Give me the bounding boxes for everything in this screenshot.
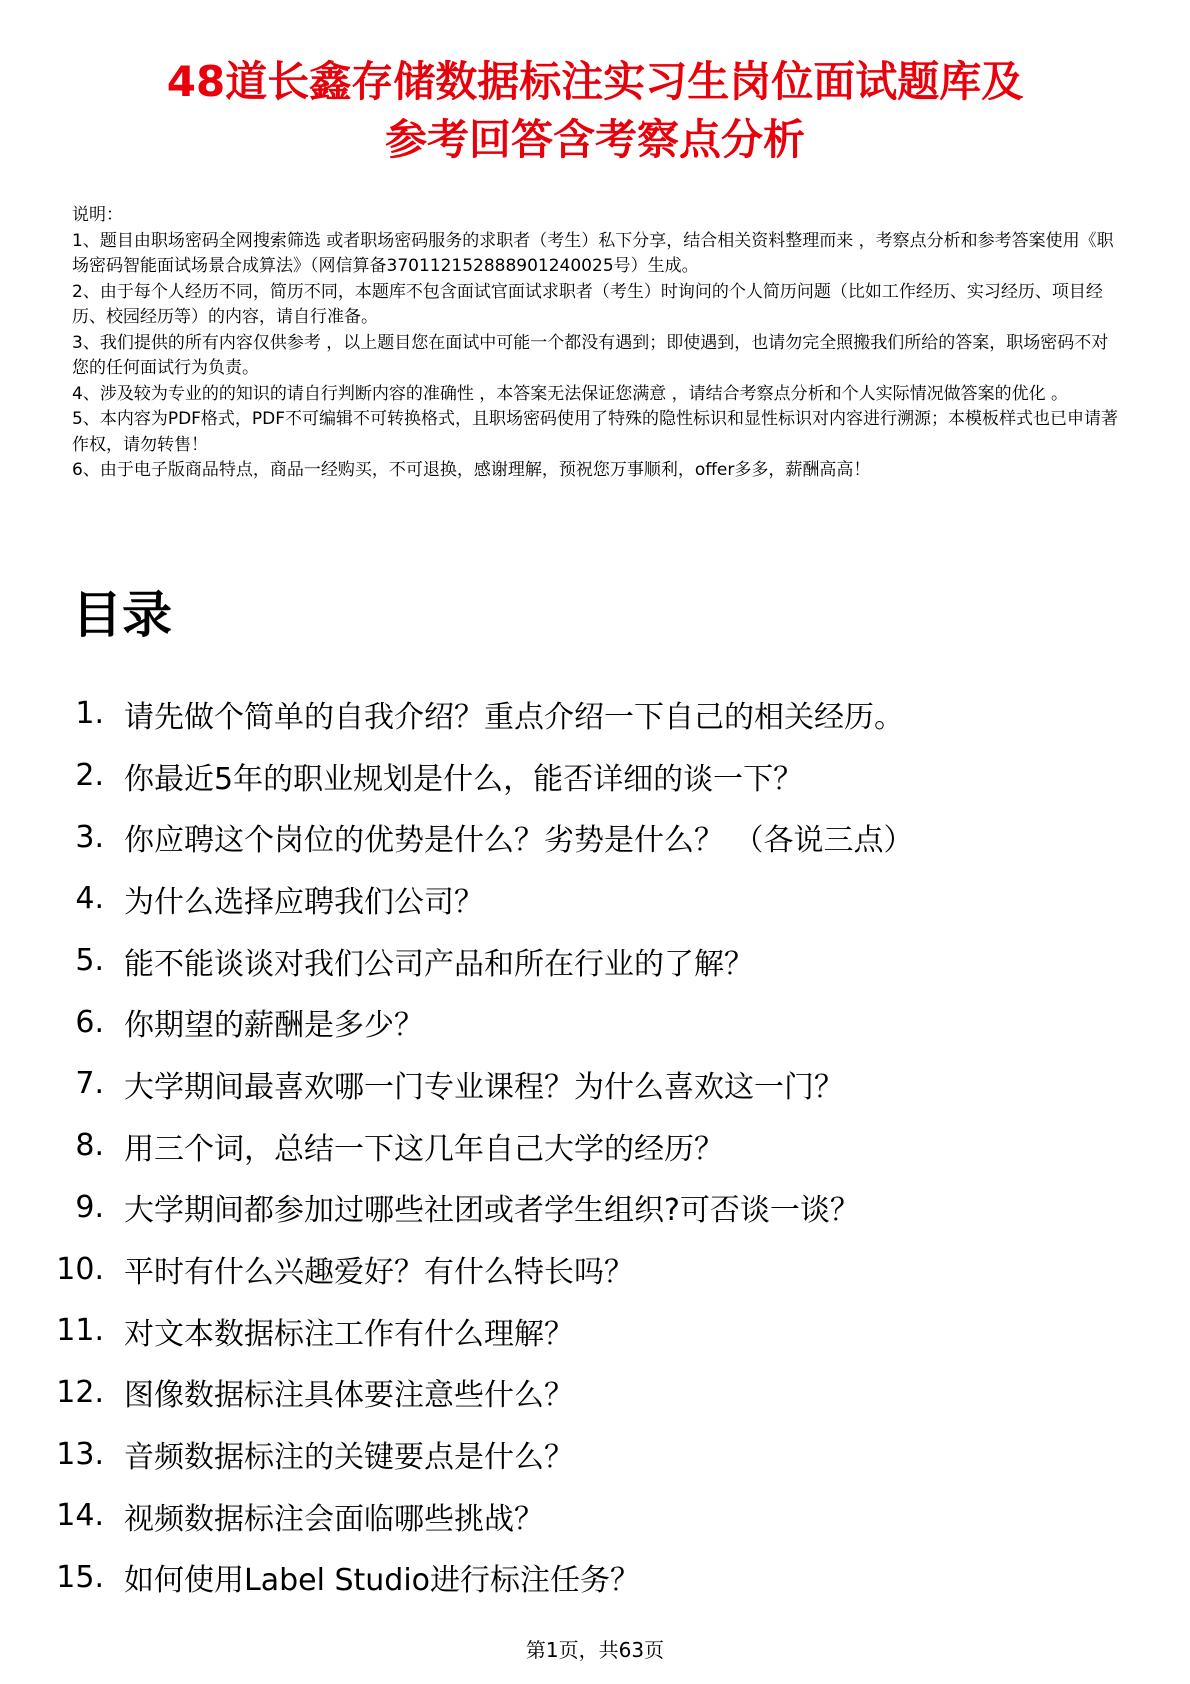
- toc-item-number: 12.: [56, 1374, 104, 1410]
- toc-item-text: 你应聘这个岗位的优势是什么？劣势是什么？ （各说三点）: [124, 823, 914, 859]
- toc-list: [52, 683, 1132, 1608]
- toc-item-6[interactable]: [52, 991, 1132, 1053]
- toc-item-number: 8.: [75, 1128, 104, 1164]
- toc-item-2[interactable]: [52, 745, 1132, 807]
- toc-item-1[interactable]: [52, 683, 1132, 745]
- toc-item-text: 你期望的薪酬是多少？: [124, 1008, 424, 1044]
- toc-item-text: 为什么选择应聘我们公司？: [124, 884, 484, 920]
- note-item-2: 2、由于每个人经历不同，简历不同，本题库不包含面试官面试求职者（考生）时询问的个人简历问题（比如工作经历、实习经历、项目经历、校园经历等）的内容，请自行准备。: [72, 281, 1103, 327]
- toc-heading: 目录: [72, 586, 172, 644]
- toc-item-5[interactable]: [52, 930, 1132, 992]
- toc-item-text: 音频数据标注的关键要点是什么？: [124, 1440, 574, 1476]
- toc-item-4[interactable]: [52, 868, 1132, 930]
- toc-item-number: 10.: [56, 1251, 104, 1287]
- note-item-6: 6、由于电子版商品特点，商品一经购买，不可退换，感谢理解，预祝您万事顺利，offer多多，薪酬高高！: [72, 460, 871, 480]
- toc-item-11[interactable]: [52, 1300, 1132, 1362]
- page-footer: 第1页，共63页: [525, 1638, 665, 1662]
- toc-item-number: 13.: [56, 1436, 104, 1472]
- toc-item-text: 能不能谈谈对我们公司产品和所在行业的了解？: [124, 946, 754, 982]
- toc-item-7[interactable]: [52, 1053, 1132, 1115]
- toc-item-text: 图像数据标注具体要注意些什么？: [124, 1378, 574, 1414]
- toc-item-text: 对文本数据标注工作有什么理解？: [124, 1316, 574, 1352]
- toc-item-text: 用三个词，总结一下这几年自己大学的经历？: [124, 1131, 724, 1167]
- toc-item-number: 3.: [75, 819, 104, 855]
- toc-item-number: 4.: [75, 881, 104, 917]
- toc-item-text: 请先做个简单的自我介绍？重点介绍一下自己的相关经历。: [124, 699, 904, 735]
- toc-item-8[interactable]: [52, 1115, 1132, 1177]
- toc-item-14[interactable]: [52, 1485, 1132, 1547]
- document-title-line-1: 48道长鑫存储数据标注实习生岗位面试题库及: [166, 57, 1024, 106]
- toc-item-text: 如何使用Label Studio进行标注任务？: [124, 1563, 641, 1599]
- toc-item-number: 15.: [56, 1559, 104, 1595]
- toc-item-number: 14.: [56, 1498, 104, 1534]
- toc-item-number: 7.: [75, 1066, 104, 1102]
- toc-item-text: 视频数据标注会面临哪些挑战？: [124, 1501, 544, 1537]
- toc-item-text: 大学期间都参加过哪些社团或者学生组织?可否谈一谈？: [124, 1193, 860, 1229]
- toc-item-text: 平时有什么兴趣爱好？有什么特长吗？: [124, 1255, 634, 1291]
- toc-item-3[interactable]: [52, 806, 1132, 868]
- toc-item-15[interactable]: [52, 1547, 1132, 1609]
- toc-item-text: 你最近5年的职业规划是什么，能否详细的谈一下？: [124, 761, 804, 797]
- toc-item-number: 2.: [75, 758, 104, 794]
- toc-item-10[interactable]: [52, 1238, 1132, 1300]
- toc-item-number: 11.: [56, 1313, 104, 1349]
- toc-item-12[interactable]: [52, 1362, 1132, 1424]
- notes-section: [72, 203, 1122, 484]
- note-item-5: 5、本内容为PDF格式，PDF不可编辑不可转换格式，且职场密码使用了特殊的隐性标识和显性标识对内容进行溯源；本模板样式也已申请著作权，请勿转售！: [72, 409, 1119, 455]
- toc-item-13[interactable]: [52, 1423, 1132, 1485]
- document-title-line-2: 参考回答含考察点分析: [384, 115, 805, 164]
- note-item-4: 4、涉及较为专业的的知识的请自行判断内容的准确性 ，本答案无法保证您满意 ，请结合考察点分析和个人实际情况做答案的优化 。: [72, 383, 1069, 404]
- toc-item-number: 6.: [75, 1004, 104, 1040]
- notes-heading: 说明：: [72, 205, 123, 225]
- toc-item-number: 5.: [75, 943, 104, 979]
- toc-item-number: 1.: [75, 696, 104, 732]
- toc-item-9[interactable]: [52, 1177, 1132, 1239]
- toc-item-number: 9.: [75, 1189, 104, 1225]
- note-item-1: 1、题目由职场密码全网搜索筛选 或者职场密码服务的求职者（考生）私下分享，结合相关资料整理而来 ，考察点分析和参考答案使用《职场密码智能面试场景合成算法》（网信算备370112152888901240025号）生成。: [72, 230, 1114, 276]
- toc-item-text: 大学期间最喜欢哪一门专业课程？为什么喜欢这一门？: [124, 1069, 844, 1105]
- note-item-3: 3、我们提供的所有内容仅供参考 ，以上题目您在面试中可能一个都没有遇到；即使遇到，也请勿完全照搬我们所给的答案，职场密码不对您的任何面试行为负责。: [72, 332, 1109, 378]
